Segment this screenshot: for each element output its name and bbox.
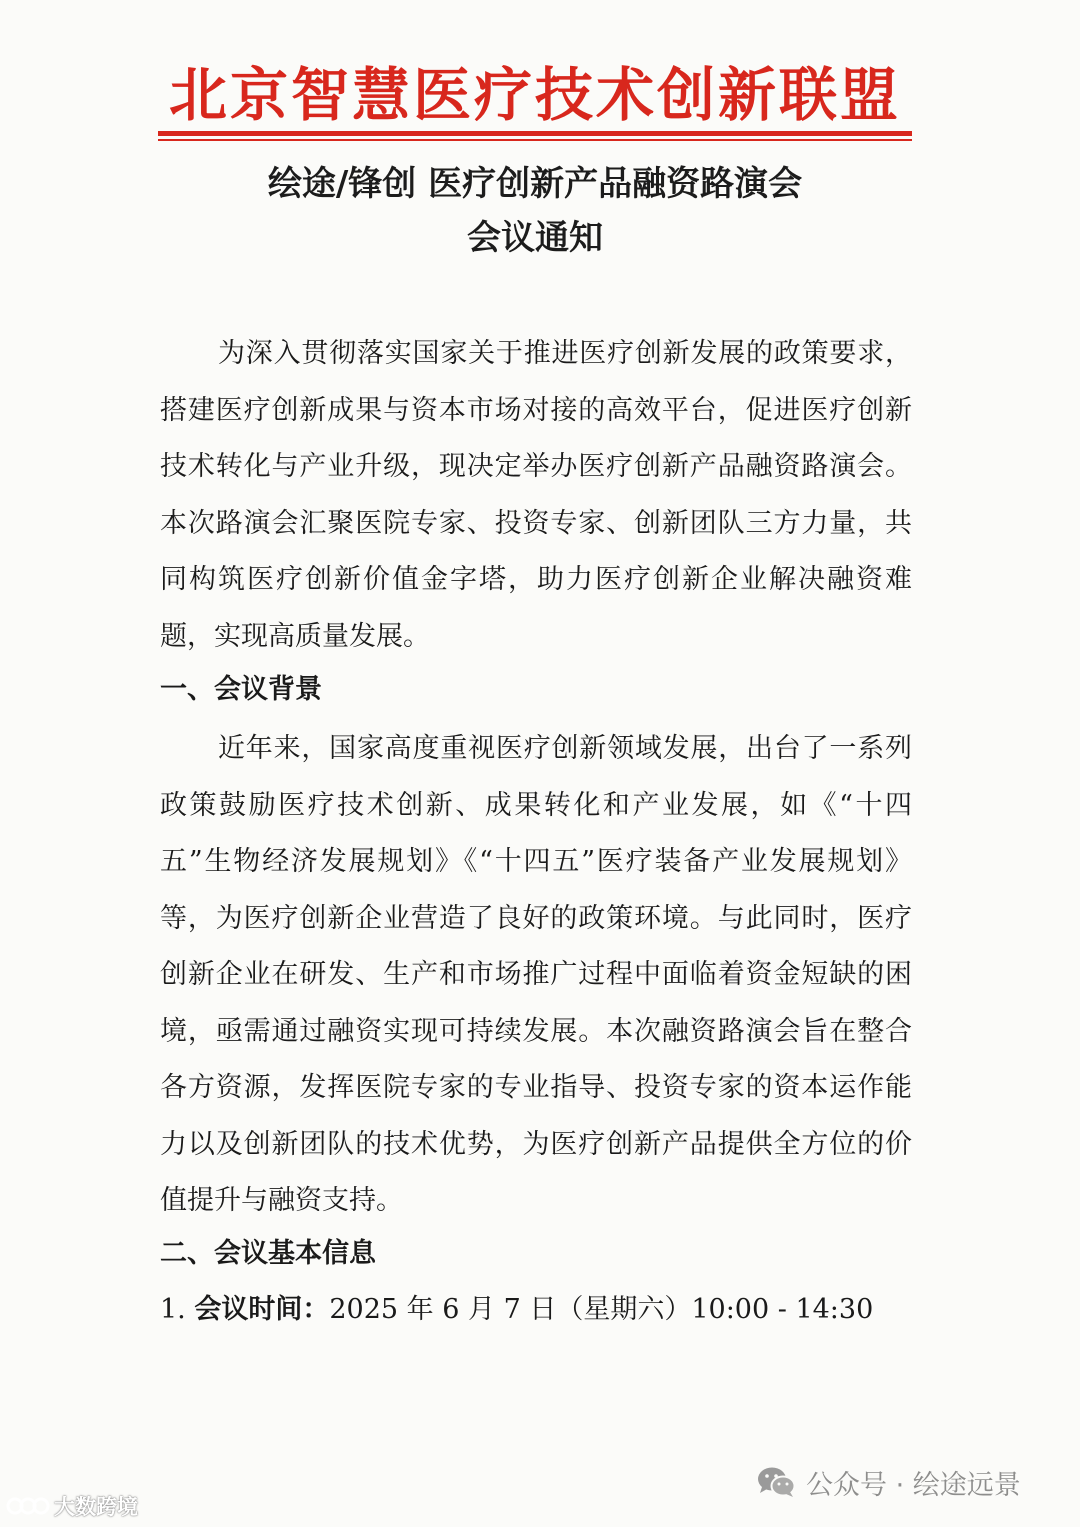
letterhead-title: 北京智慧医疗技术创新联盟 [168,61,901,129]
wechat-account-text: 公众号 · 绘途远景 [806,1469,1021,1501]
section-heading-basic-info: 二、会议基本信息 [160,1238,376,1269]
intro-paragraph: 为深入贯彻落实国家关于推进医疗创新发展的政策要求，搭建医疗创新成果与资本市场对接的高效平台，促进医疗创新技术转化与产业升级，现决定举办医疗创新产品融资路演会。本次路演会汇聚医院专家、投资专家、创新团队三方力量，共同构筑医疗创新价值金字塔，助力医疗创新企业解决融资难题，实现高质量发展。 [160,338,912,652]
letterhead-rule-thick [158,131,912,136]
document-title: 绘途/锋创 医疗创新产品融资路演会 [267,164,803,204]
bigdata-watermark-text: 大数跨境 [54,1495,138,1519]
wechat-watermark [756,1460,1021,1504]
bigdata-watermark [6,1489,138,1523]
meeting-time-item [160,1290,873,1330]
meeting-time-value: 2025 年 6 月 7 日（星期六）10:00 - 14:30 [329,1294,874,1325]
meeting-time-number: 1. [160,1294,186,1325]
document-subtitle: 会议通知 [467,218,603,258]
letterhead-rule-thin [158,139,912,141]
wechat-icon [756,1465,796,1499]
bigdata-logo-icon [6,1494,50,1518]
background-paragraph: 近年来，国家高度重视医疗创新领域发展，出台了一系列政策鼓励医疗技术创新、成果转化和产业发展，如《“十四五”生物经济发展规划》《“十四五”医疗装备产业发展规划》等，为医疗创新企业营造了良好的政策环境。与此同时，医疗创新企业在研发、生产和市场推广过程中面临着资金短缺的困境，亟需通过融资实现可持续发展。本次融资路演会旨在整合各方资源，发挥医院专家的专业指导、投资专家的资本运作能力以及创新团队的技术优势，为医疗创新产品提供全方位的价值提升与融资支持。 [160,733,912,1216]
meeting-time-label: 会议时间： [194,1294,330,1325]
section-heading-background: 一、会议背景 [160,674,322,705]
